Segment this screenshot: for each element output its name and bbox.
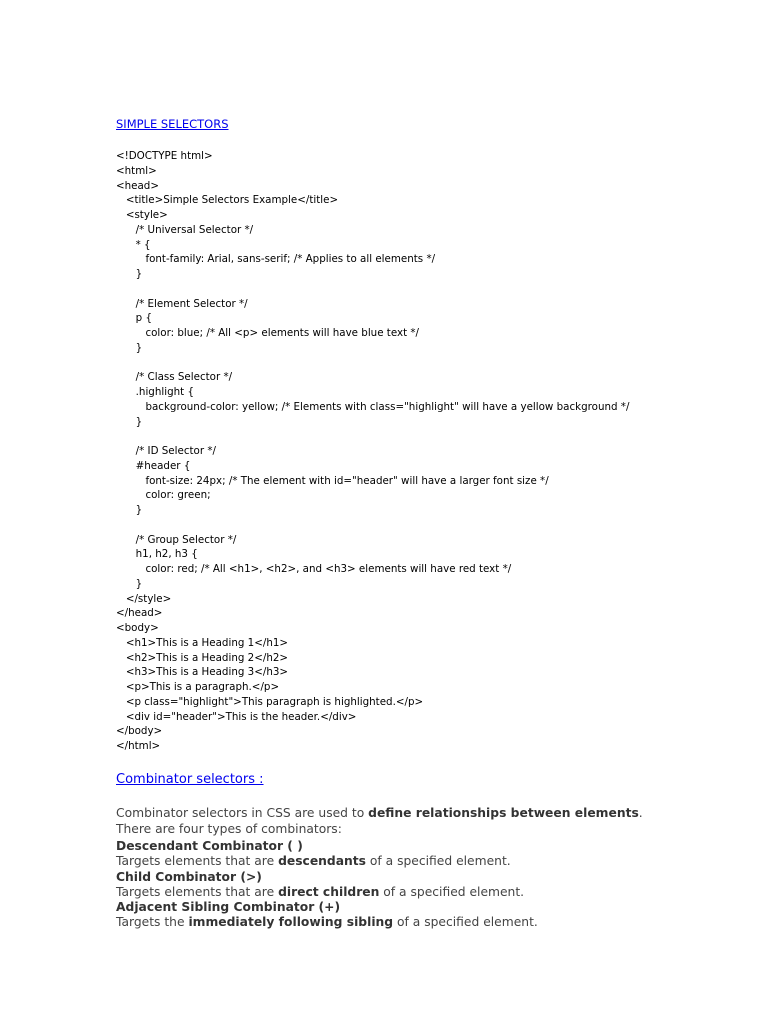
code-line: /* Universal Selector */ — [116, 223, 254, 236]
combinator-selectors-heading[interactable]: Combinator selectors : — [116, 772, 264, 787]
intro-period: . — [638, 806, 643, 820]
combinator-name: Descendant Combinator ( ) — [116, 839, 303, 853]
intro-line-2: There are four types of combinators: — [116, 821, 342, 836]
code-line: </style> — [116, 592, 172, 605]
combinator-item — [116, 900, 736, 931]
code-line: /* Class Selector */ — [116, 371, 233, 384]
combinator-name: Adjacent Sibling Combinator (+) — [116, 900, 341, 915]
combinator-intro — [116, 806, 716, 837]
code-line: font-family: Arial, sans-serif; /* Applies to all elements */ — [116, 253, 436, 266]
combinator-item — [116, 870, 736, 901]
code-line: /* ID Selector */ — [116, 445, 216, 457]
combinator-description — [116, 915, 736, 931]
code-line: #header { — [116, 459, 191, 472]
code-line — [116, 356, 629, 371]
desc-text: Targets elements that are — [116, 854, 279, 868]
code-block — [116, 149, 629, 754]
desc-bold-text: immediately following sibling — [188, 915, 394, 930]
code-line: <head> — [116, 179, 159, 192]
code-line: </html> — [116, 740, 161, 752]
code-line: <p class="highlight">This paragraph is highlighted.</p> — [116, 695, 424, 708]
code-line: </body> — [116, 725, 163, 738]
code-line: } — [116, 504, 143, 516]
intro-line-1 — [116, 806, 716, 822]
combinator-item — [116, 839, 736, 870]
combinator-description — [116, 885, 736, 901]
intro-bold-text: define relationships between elements — [368, 806, 639, 820]
code-line: <body> — [116, 622, 159, 634]
combinator-types-list — [116, 839, 736, 931]
code-line: <h2>This is a Heading 2</h2> — [116, 651, 289, 664]
simple-selectors-heading[interactable]: SIMPLE SELECTORS — [116, 117, 229, 131]
code-line: } — [116, 577, 143, 590]
code-line: <div id="header">This is the header.</div> — [116, 710, 357, 723]
code-line: .highlight { — [116, 386, 195, 398]
code-line: <p>This is a paragraph.</p> — [116, 681, 280, 693]
intro-text: Combinator selectors in CSS are used to — [116, 806, 369, 820]
code-line — [116, 282, 629, 297]
desc-text: of a specified element. — [365, 854, 511, 868]
code-line: color: blue; /* All <p> elements will have blue text */ — [116, 327, 420, 339]
combinator-name: Child Combinator (>) — [116, 869, 262, 884]
code-line — [116, 518, 629, 533]
code-line: color: red; /* All <h1>, <h2>, and <h3> elements will have red text */ — [116, 563, 512, 575]
desc-bold-text: direct children — [278, 884, 380, 899]
code-line: <!DOCTYPE html> — [116, 150, 213, 162]
desc-text: of a specified element. — [379, 884, 525, 899]
code-line: <h3>This is a Heading 3</h3> — [116, 666, 289, 679]
code-line: <title>Simple Selectors Example</title> — [116, 194, 339, 207]
code-line: } — [116, 341, 143, 354]
code-line: p { — [116, 312, 152, 325]
code-line: background-color: yellow; /* Elements with class="highlight" will have a yellow background */ — [116, 400, 630, 413]
code-line: } — [116, 415, 143, 428]
code-line: /* Group Selector */ — [116, 533, 237, 546]
code-line: /* Element Selector */ — [116, 297, 248, 310]
desc-bold-text: descendants — [278, 854, 366, 868]
code-line: h1, h2, h3 { — [116, 548, 198, 561]
code-line: </head> — [116, 607, 163, 620]
desc-text: Targets the — [116, 915, 189, 930]
code-line: } — [116, 268, 143, 280]
code-line: <html> — [116, 164, 157, 177]
desc-text: Targets elements that are — [116, 884, 279, 899]
combinator-description — [116, 854, 736, 870]
code-line: color: green; — [116, 489, 211, 502]
code-line: font-size: 24px; /* The element with id="header" will have a larger font size */ — [116, 474, 549, 487]
code-line — [116, 429, 629, 444]
code-line: <h1>This is a Heading 1</h1> — [116, 636, 289, 649]
code-line: * { — [116, 238, 151, 251]
desc-text: of a specified element. — [393, 915, 538, 930]
code-line: <style> — [116, 209, 168, 221]
